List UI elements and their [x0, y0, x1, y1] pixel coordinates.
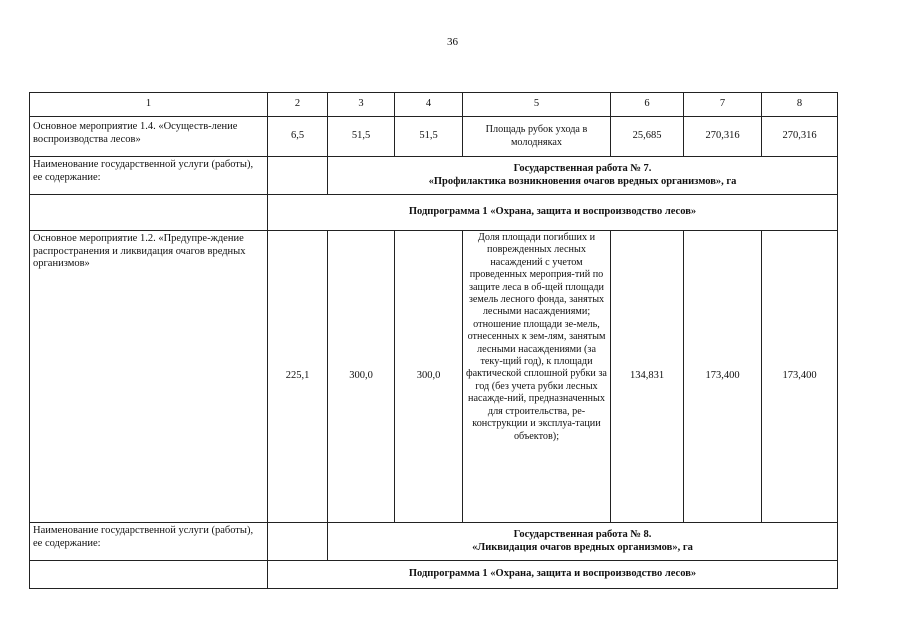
work-title-cell	[328, 523, 838, 561]
subprogram-title: Подпрограмма 1 «Охрана, защита и воспроизводство лесов»	[268, 561, 838, 589]
table-row	[30, 117, 838, 157]
measure-name: Основное мероприятие 1.2. «Предупре-ждение распространения и ликвидация очагов вредных организмов»	[30, 231, 268, 523]
work-number: Государственная работа № 8.	[513, 529, 652, 540]
indicator-cell: Площадь рубок ухода в молодняках	[463, 117, 611, 157]
value-cell: 173,400	[684, 231, 762, 523]
empty-cell	[30, 561, 268, 589]
page-number: 36	[447, 36, 458, 48]
value-cell: 270,316	[762, 117, 838, 157]
work-title-cell	[328, 157, 838, 195]
empty-cell	[268, 157, 328, 195]
table-row	[30, 523, 838, 561]
work-description: «Профилактика возникновения очагов вредных организмов», га	[428, 175, 737, 187]
value-cell: 270,316	[684, 117, 762, 157]
column-number-7: 7	[684, 93, 762, 117]
subprogram-title: Подпрограмма 1 «Охрана, защита и воспроизводство лесов»	[268, 195, 838, 231]
measure-name: Основное мероприятие 1.4. «Осуществ-ление воспроизводства лесов»	[30, 117, 268, 157]
column-number-8: 8	[762, 93, 838, 117]
value-cell: 51,5	[395, 117, 463, 157]
table-row	[30, 231, 838, 523]
work-description: «Ликвидация очагов вредных организмов», га	[472, 541, 693, 553]
service-label: Наименование государственной услуги (работы), ее содержание:	[30, 157, 268, 195]
column-number-3: 3	[328, 93, 395, 117]
value-cell: 6,5	[268, 117, 328, 157]
document-table	[29, 92, 838, 589]
table-row	[30, 157, 838, 195]
column-number-row	[30, 93, 838, 117]
table-row	[30, 561, 838, 589]
column-number-6: 6	[611, 93, 684, 117]
value-cell: 173,400	[762, 231, 838, 523]
indicator-cell: Доля площади погибших и поврежденных лесных насаждений с учетом проведенных мероприя-тий по защите леса в об-щей площади земель лесного фонда, занятых лесными насаждениями; отношение площади зе-мель, отнесенных к зем-лям, занятым лесными насаждениями (за теку-щий год), к площади фактической сплошной рубки за год (без учета рубки лесных насажде-ний, предназначенных для строительства, ре-конструкции и эксплуа-тации объектов);	[463, 231, 611, 523]
service-label: Наименование государственной услуги (работы), ее содержание:	[30, 523, 268, 561]
value-cell: 300,0	[395, 231, 463, 523]
value-cell: 225,1	[268, 231, 328, 523]
value-cell: 51,5	[328, 117, 395, 157]
column-number-2: 2	[268, 93, 328, 117]
value-cell: 134,831	[611, 231, 684, 523]
column-number-1: 1	[30, 93, 268, 117]
value-cell: 25,685	[611, 117, 684, 157]
column-number-4: 4	[395, 93, 463, 117]
empty-cell	[268, 523, 328, 561]
empty-cell	[30, 195, 268, 231]
table-row	[30, 195, 838, 231]
work-number: Государственная работа № 7.	[513, 163, 652, 174]
column-number-5: 5	[463, 93, 611, 117]
value-cell: 300,0	[328, 231, 395, 523]
